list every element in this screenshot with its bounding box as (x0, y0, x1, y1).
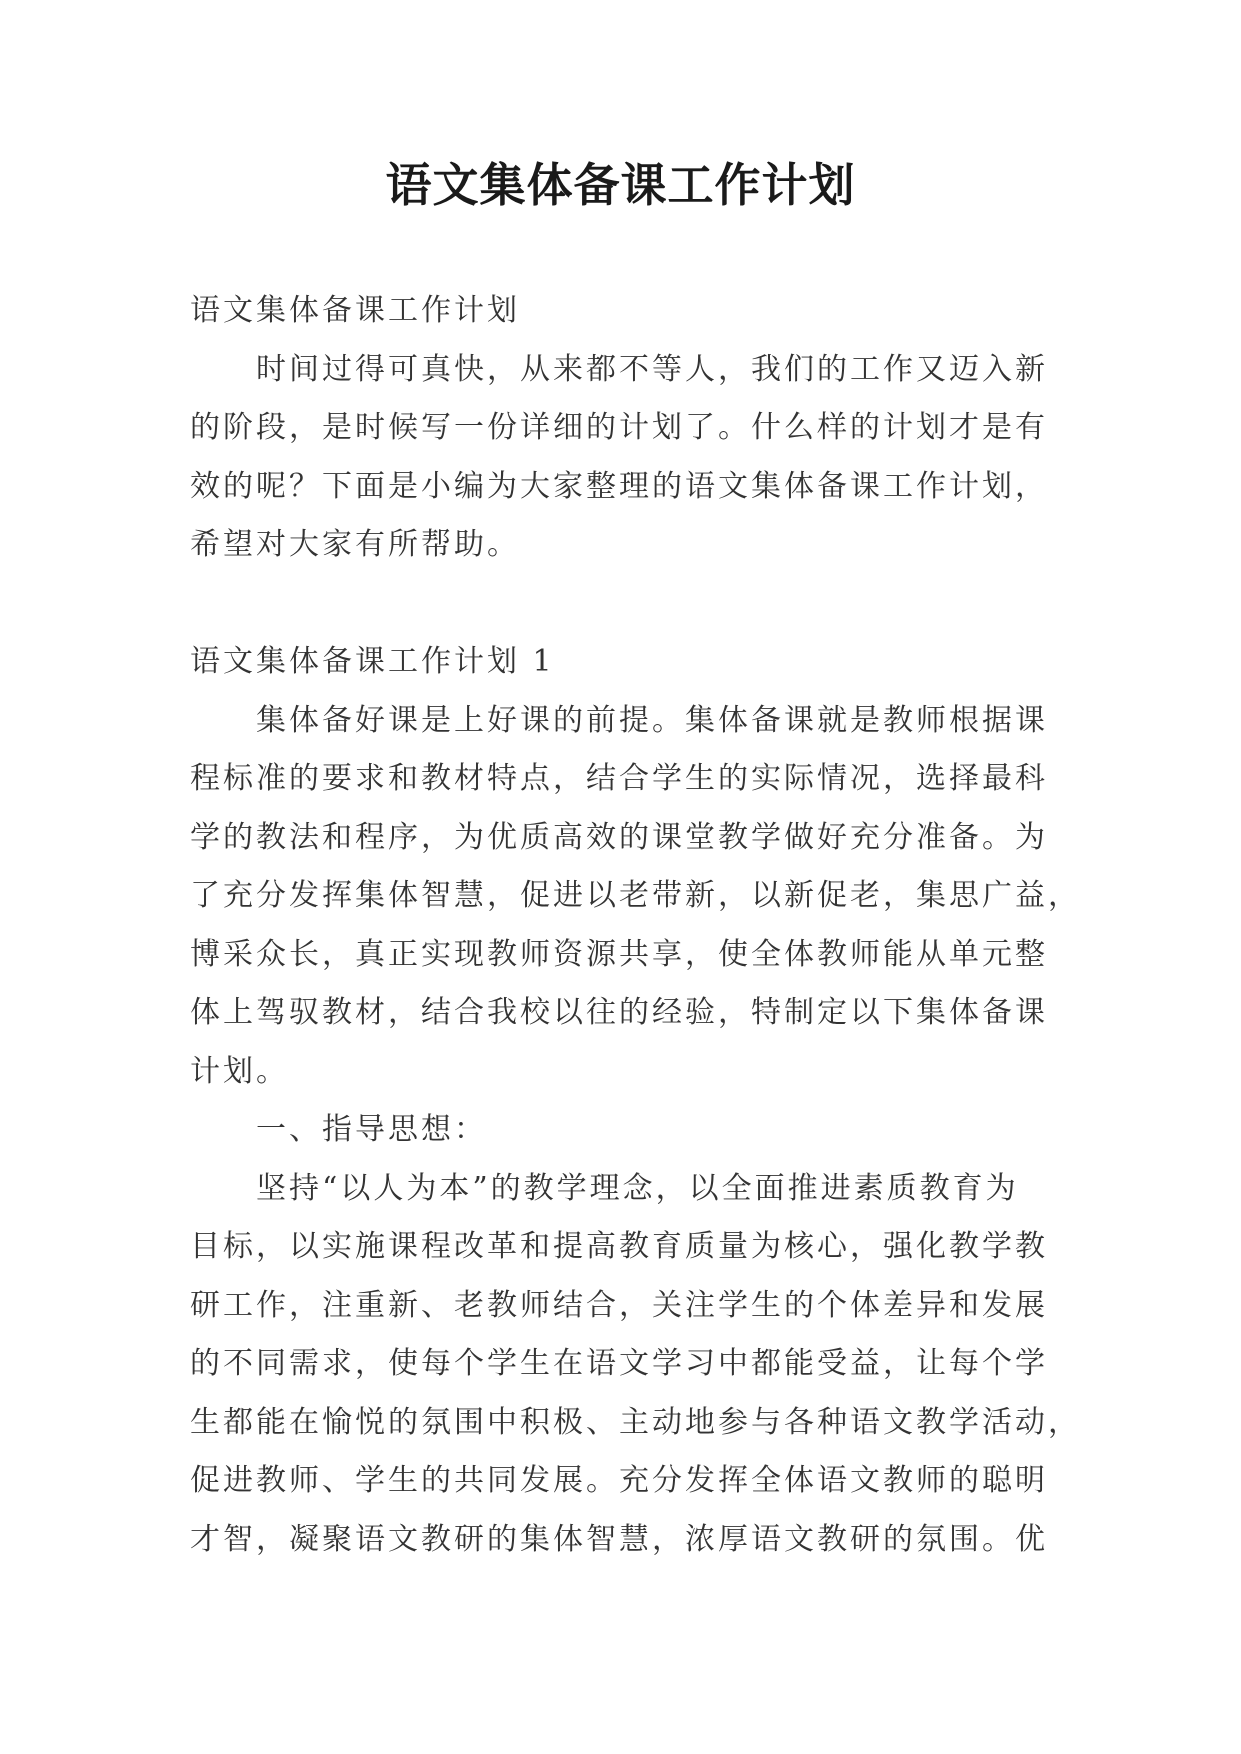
section-heading: 语文集体备课工作计划 1 (190, 644, 555, 679)
guide-line: 的不同需求，使每个学生在语文学习中都能受益，让每个学 (190, 1346, 1048, 1381)
intro-line: 时间过得可真快，从来都不等人，我们的工作又迈入新 (256, 351, 1048, 387)
guide-line: 目标，以实施课程改革和提高教育质量为核心，强化教学教 (190, 1229, 1048, 1264)
document-title: 语文集体备课工作计划 (385, 158, 856, 212)
section-line: 体上驾驭教材，结合我校以往的经验，特制定以下集体备课 (190, 995, 1048, 1030)
guide-line: 促进教师、学生的共同发展。充分发挥全体语文教师的聪明 (190, 1463, 1048, 1498)
section-line: 博采众长，真正实现教师资源共享，使全体教师能从单元整 (190, 936, 1048, 972)
guide-line: 研工作，注重新、老教师结合，关注学生的个体差异和发展 (190, 1287, 1048, 1323)
section-line: 学的教法和程序，为优质高效的课堂教学做好充分准备。为 (190, 819, 1048, 855)
subtitle-line: 语文集体备课工作计划 (190, 293, 520, 328)
section-line: 计划。 (190, 1053, 289, 1089)
guide-line: 坚持“以人为本”的教学理念，以全面推进素质教育为 (256, 1170, 1019, 1206)
intro-line: 效的呢？下面是小编为大家整理的语文集体备课工作计划， (190, 468, 1048, 504)
paragraph-gap (190, 575, 1070, 634)
intro-line: 希望对大家有所帮助。 (190, 527, 520, 562)
section-line: 集体备好课是上好课的前提。集体备课就是教师根据课 (256, 702, 1048, 738)
guide-heading: 一、指导思想： (256, 1112, 487, 1147)
intro-line: 的阶段，是时候写一份详细的计划了。什么样的计划才是有 (190, 410, 1048, 445)
section-line: 程标准的要求和教材特点，结合学生的实际情况，选择最科 (190, 761, 1048, 796)
guide-line: 生都能在愉悦的氛围中积极、主动地参与各种语文教学活动， (190, 1404, 1081, 1440)
guide-line: 才智，凝聚语文教研的集体智慧，浓厚语文教研的氛围。优 (190, 1521, 1048, 1557)
section-line: 了充分发挥集体智慧，促进以老带新，以新促老，集思广益， (190, 878, 1081, 913)
document-body (190, 282, 1081, 1569)
